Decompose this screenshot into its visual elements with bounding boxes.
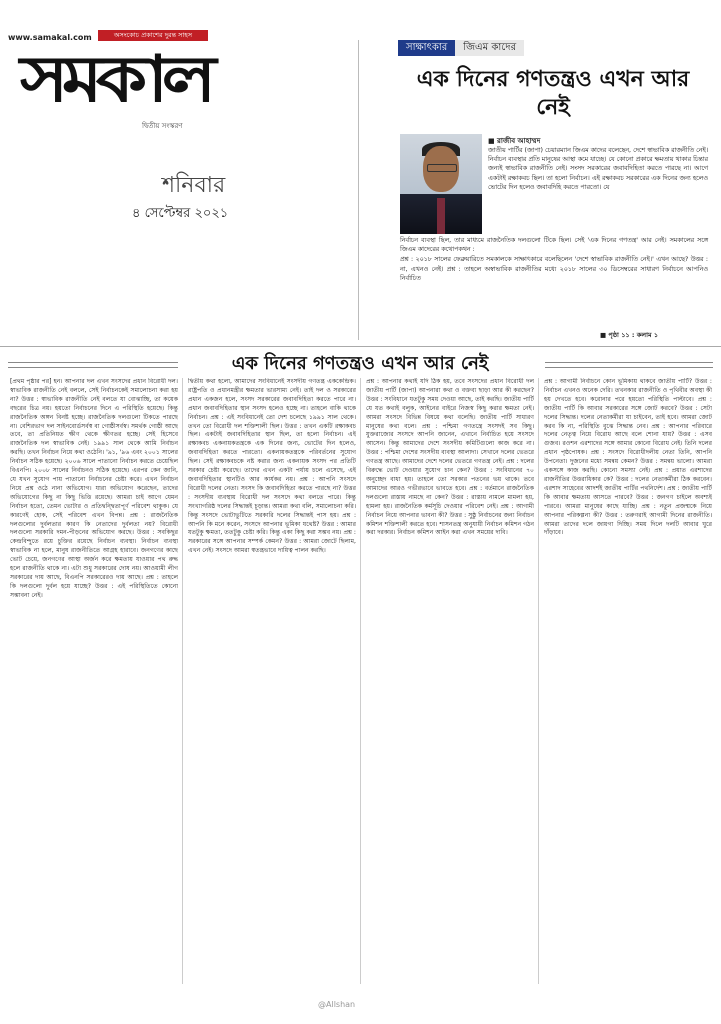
section-label: সাক্ষাৎকার (398, 40, 455, 56)
interview-headline: এক দিনের গণতন্ত্রও এখন আর নেই (416, 67, 690, 120)
interviewee-name: জিএম কাদের (455, 40, 524, 56)
article-column: প্রশ্ন : আগামী নির্বাচনে কোন ভূমিকায় থাকবে জাতীয় পার্টি? উত্তর : নির্বাচন এখনও অনেক দেরি। তখনকার রাজনীতি ও পৃথিবীর অবস্থা কী হয় দেখতে হবে। করোনার পরে হয়তো পরিস্থিতি পাল্টাবে। প্রশ্ন : জাতীয় পার্টি কি আবার সরকারের সঙ্গে জোট করবে? উত্তর : সেটা দলের সিদ্ধান্ত। দলের নেতাকর্মীরা যা চাইবেন, তাই হবে। আমরা জোট করব কি না, পরিস্থিতি বুঝে সিদ্ধান্ত নেব। প্রশ্ন : আপনার পরিবারে দলের নেতৃত্ব নিয়ে বিরোধ আছে বলে শোনা যায়? উত্তর : এসব গুজব। রওশন এরশাদের সঙ্গে আমার কোনো বিরোধ নেই। তিনি দলের প্রধান পৃষ্ঠপোষক। প্রশ্ন : সংসদে বিরোধীদলীয় নেতা তিনি, আপনি উপনেতা। দুজনের মধ্যে সমন্বয় কেমন? উত্তর : সমন্বয় ভালো। আমরা একসঙ্গে কাজ করছি। কোনো সমস্যা নেই। প্রশ্ন : প্রয়াত এরশাদের রাজনীতির উত্তরাধিকার কে? উত্তর : দলের নেতাকর্মীরা ঠিক করবেন। এরশাদ সাহেবের আদর্শই জাতীয় পার্টির পথনির্দেশ। প্রশ্ন : জাতীয় পার্টি কি আবার ক্ষমতায় আসতে পারবে? উত্তর : জনগণ চাইলে অবশ্যই পারবে। আমরা মানুষের কাছে যাচ্ছি। প্রশ্ন : নতুন প্রজন্মকে নিয়ে আপনার পরিকল্পনা কী? উত্তর : তরুণরাই আগামী দিনের রাজনীতি। আমরা তাদের দলে জায়গা দিচ্ছি। সময় দিলে দলটি আবার ঘুরে দাঁড়াবে। (544, 378, 712, 537)
section-tag (398, 40, 524, 56)
section-rule (0, 346, 721, 347)
intro-qa: প্রশ্ন : ২০১৮ সালের ফেব্রুয়ারিতে সমকালকে সাক্ষাৎকারে বলেছিলেন 'দেশে স্বাভাবিক রাজনীতি নেই।' এখন আছে? উত্তর : না, এখনও নেই। প্রশ্ন : তাহলে অস্বাভাবিক রাজনীতির মধ্যে ২০১৮ সালের ৩০ ডিসেম্বরের সাধারণ নির্বাচনে আপনিও নির্বাচিত (400, 256, 708, 282)
continued-note: ■ পৃষ্ঠা ১১ : কলাম ১ (600, 331, 659, 339)
watermark: @Allshan (318, 1000, 356, 1009)
column-divider (182, 378, 183, 984)
title-rule-left (8, 362, 178, 368)
intro-text: জাতীয় পার্টির (জাপা) চেয়ারম্যান জিএম কাদের বলেছেন, দেশে স্বাভাবিক রাজনীতি নেই। নির্বাচন ব্যবস্থার প্রতি মানুষের আস্থা কমে যাচ্ছে। যে কোনো প্রকারে ক্ষমতায় থাকার চিন্তার জন্যই স্বাভাবিক রাজনীতি নেই। সংসদ সরকারের জবাবদিহিতা করতে পারছে না। আগে একটাই রক্ষাকবচ ছিল। তা হলো নির্বাচন। এই রক্ষাকবচ সরকারের এক দিনের জন্য হলেও ভোটের দিন হলেও জবাবদিহি করতে পারতো। যে (488, 147, 708, 191)
intro-text-continued (400, 236, 708, 284)
article-column: প্রশ্ন : আপনার কথাই যদি ঠিক হয়, তবে সংসদের প্রধান বিরোধী দল জাতীয় পার্টি (জাপা) আপনারা কথা ও বক্তব্য ছাড়া আর কী করছেন? উত্তর : সংবিধানে যতটুকু সময় দেওয়া আছে, তাই করছি। জাতীয় পার্টি যে যত কথাই বলুক, আইনের বাইরে নিজস্ব কিছু করার ক্ষমতা নেই। আমরা সংসদে বিভিন্ন বিষয়ে কথা বলেছি। জাতীয় পার্টি সাধারণ মানুষের কথা বলে। প্রশ্ন : পশ্চিমা গণতন্ত্রে সংসদই সব কিছু। যুক্তরাজ্যের সংসদে আপনি জানেন, এখানে নির্বাচিত হয়ে সংসদে আসেন। কিন্তু আমাদের দেশে সংসদীয় কমিটিগুলো কাজ করে না। উত্তর : পশ্চিমা দেশের সংসদীয় ব্যবস্থা আলাদা। সেখানে দলের ভেতরে গণতন্ত্র আছে। আমাদের দেশে দলের ভেতরে গণতন্ত্র নেই। প্রশ্ন : দলের বিরুদ্ধে ভোট দেওয়ার সুযোগ চান কেন? উত্তর : সংবিধানের ৭০ অনুচ্ছেদ বাধা হয়। তাহলে তো সরকার পতনের ভয় থাকে। তবে আমাদের আরও গভীরভাবে ভাবতে হবে। প্রশ্ন : বর্তমানে রাজনৈতিক দলগুলো রাস্তায় নামছে না কেন? উত্তর : রাস্তায় নামলে মামলা হয়, হামলা হয়। রাজনৈতিক কর্মসূচি দেওয়ার পরিবেশ নেই। প্রশ্ন : আগামী নির্বাচন নিয়ে আপনার ভাবনা কী? উত্তর : সুষ্ঠু নির্বাচনের জন্য নির্বাচন কমিশন শক্তিশালী করতে হবে। শাসনতন্ত্র অনুযায়ী নির্বাচন কমিশন গঠন করা দরকার। নির্বাচন কমিশন আইন করা এখন সময়ের দাবি। (366, 378, 534, 537)
page-headline: এক দিনের গণতন্ত্রও এখন আর নেই (231, 353, 489, 374)
newspaper-logo: সমকাল (20, 42, 210, 117)
column-divider (358, 40, 359, 340)
article-column: [প্রথম পৃষ্ঠার পর] হন। আপনার দল এখন সংসদের প্রধান বিরোধী দল। স্বাভাবিক রাজনীতি নেই বললে, সেই নির্বাচনকেই সমালোচনা করা হয় না? উত্তর : স্বাভাবিক রাজনীতি নেই বলতে যা বোঝাচ্ছি, তা কয়েক বছরের চিত্র নয়। হয়তো নির্বাচনের দিনে এ পরিস্থিতি হয়েছে। কিন্তু রাজনৈতিক অঙ্গন বিনষ্ট হচ্ছে। রাজনৈতিক দলগুলো টিকতে পারছে না। বেশিরভাগ দল সাইনবোর্ডসর্বস্ব বা গোষ্ঠীসর্বস্ব। সমর্থক গোষ্ঠী আছে তবে, তা প্রতিনিয়ত ক্ষীণ থেকে ক্ষীণতর হচ্ছে। সেই হিসেবে রাজনৈতিক দল স্বাভাবিক নেই। ১৯৯১ সাল থেকে আমি নির্বাচন করছি। তখন নির্বাচন নিয়ে কথা ওঠেনি। '৯১, '৯৬ এবং ২০০১ সালের নির্বাচন সঠিক হয়েছে। ২০০৬ সালে পাতানো নির্বাচন করতে চেয়েছিল বিএনপি। ২০০৮ সালের নির্বাচনও সঠিক হয়েছে। এরপর কেন জানি, যে যখন সুযোগ পায় পাতানো নির্বাচনের চেষ্টা করে। এখন নির্বাচন নিয়ে প্রশ্ন ওঠে নানা অভিযোগ। যারা অভিযোগ করেছেন, তাদের অভিযোগের কিছু না কিছু ভিত্তি রয়েছে। আমরা চাই আগে যেমন নির্বাচন হতো, তেমন ভোটার ও প্রতিদ্বন্দ্বিতাপূর্ণ পরিবেশ থাকুক। যে কারণেই হোক, সেই পরিবেশ এখন বিপন্ন। প্রশ্ন : রাজনৈতিক দলগুলোর দুর্বলতার কারণ কি নেতাদের দুর্বলতা নয়? বিরোধী দলগুলো সরকারি দমন-পীড়নের অভিযোগ করছে। উত্তর : সবকিছুর কেন্দ্রবিন্দুতে রয়ে চুক্তির রয়েছে নির্বাচন ব্যবস্থা। নির্বাচন ব্যবস্থা স্বাভাবিক না হলে, মানুষ রাজনীতিতে আগ্রহ হারাবে। জনগণের কাছে ভোট চেয়ে, জনগণের আস্থা অর্জন করে ক্ষমতায় যাওয়ার পথ রুদ্ধ হলে রাজনীতি থাকে না। এটা শুধু সরকারের দোষ নয়। আওয়ামী লীগ সরকারের দায় আছে, বিএনপি সরকারেরও দায় আছে। প্রশ্ন : তাহলে কি দলগুলো দুর্বল হয়ে যাচ্ছে? উত্তর : এই পরিস্থিতিতে কোনো সম্ভাবনা নেই। (10, 378, 178, 599)
site-url: www.samakal.com (8, 33, 92, 42)
title-rule-right (545, 362, 713, 368)
edition-label: দ্বিতীয় সংস্করণ (142, 122, 183, 130)
column-divider (538, 378, 539, 984)
issue-day: শনিবার (162, 173, 226, 198)
intro-paragraph: নির্বাচন ব্যবস্থা ছিল, তার মাধ্যমে রাজনৈতিক দলগুলো টিকে ছিল। সেই 'এক দিনের গণতন্ত্র' আর নেই। সমকালের সঙ্গে জিএম কাদেরের কথোপকথন : (400, 237, 708, 254)
article-column: দ্বিতীয় কথা হলো, আমাদের সংবিধানেই সংসদীয় গণতন্ত্র এককেন্দ্রিক। রাষ্ট্রপতি ও প্রধানমন্ত্রীর ক্ষমতার ভারসাম্য নেই। তাই দল ও সরকারের প্রধান একজন হলে, সংসদ সরকারের জবাবদিহিতা করতে পারে না। প্রধান জবাবদিহিতার স্থান সংসদ হলেও হচ্ছে না। তাহলে বাকি থাকে নির্বাচন। প্রশ্ন : এই সংবিধানেই তো দেশ চলেছে ১৯৯১ সাল থেকে। তখন তো বিরোধী দল শক্তিশালী ছিল। উত্তর : তখন একটি রক্ষাকবচ ছিল। একটাই জবাবদিহিতার স্থান ছিল, তা হলো নির্বাচন। এই রক্ষাকবচ একনায়কতন্ত্রকে এক দিনের জন্য, ভোটের দিন হলেও, জবাবদিহিতা করতে পারতো। একনায়কতন্ত্রকে পরিবর্তনের সুযোগ ছিল। সেই রক্ষাকবচকে নষ্ট করার জন্য একনায়ক সংসদ পর প্রতিটি সরকার চেষ্টা করেছে। তাদের এখন একটা পর্যায় চলে এসেছে, এই জবাবদিহিতার স্থানটিও আর কার্যকর নয়। প্রশ্ন : আপনি সংসদে বিরোধী দলের নেতা। সংসদ কি জবাবদিহিতা করতে পারছে না? উত্তর : সংসদীয় ব্যবস্থায় বিরোধী দল সংসদে কথা বলতে পারে। কিন্তু সংখ্যাগরিষ্ঠ দলের সিদ্ধান্তই চূড়ান্ত। আমরা কথা বলি, সমালোচনা করি। কিন্তু সংসদে ভোটাভুটিতে সরকারি দলের সিদ্ধান্তই পাস হয়। প্রশ্ন : আপনি কি মনে করেন, সংসদে আপনার ভূমিকা যথেষ্ট? উত্তর : আমার যতটুকু ক্ষমতা, ততটুকু চেষ্টা করি। কিন্তু একা কিছু করা সম্ভব নয়। প্রশ্ন : সরকারের সঙ্গে আপনার সম্পর্ক কেমন? উত্তর : আমরা জোটে ছিলাম, এখন নেই। সংসদে আমরা স্বতন্ত্রভাবে দায়িত্ব পালন করছি। (188, 378, 356, 555)
issue-date: ৪ সেপ্টেম্বর ২০২১ (132, 206, 229, 221)
interviewee-photo (400, 134, 482, 234)
masthead-tagline: অসংকোচ প্রকাশের দুরন্ত সাহস (98, 30, 208, 41)
byline: ■ রাজীব আহাম্মদ (488, 137, 541, 145)
column-divider (360, 378, 361, 984)
